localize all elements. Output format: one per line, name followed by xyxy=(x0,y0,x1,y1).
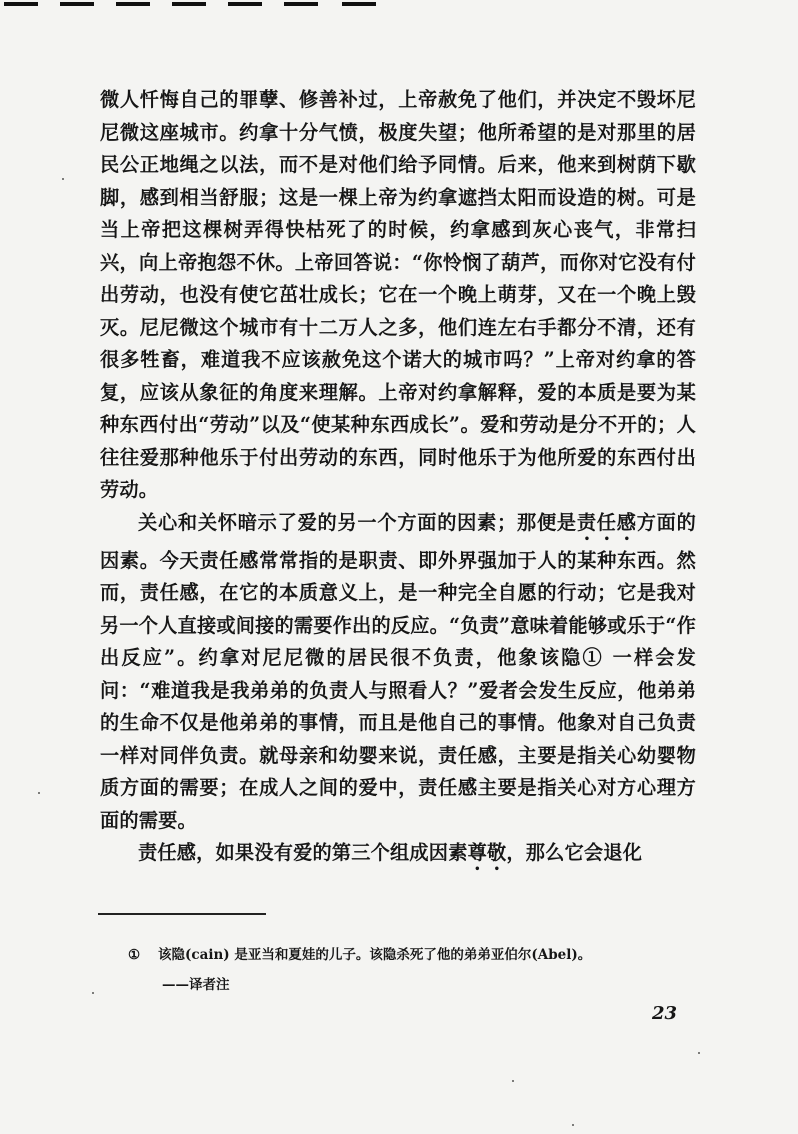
top-decorative-rule xyxy=(0,0,380,10)
page-body xyxy=(100,84,696,875)
paragraph-1 xyxy=(100,84,696,507)
scan-speck xyxy=(38,792,40,794)
footnote xyxy=(128,940,703,1000)
paragraph-2 xyxy=(100,507,696,838)
scan-speck xyxy=(572,1124,574,1126)
footnote-text: 该隐(cain) 是亚当和夏娃的儿子。该隐杀死了他的弟弟亚伯尔(Abel)。 xyxy=(158,947,592,963)
paragraph-3-text-a: 责任感，如果没有爱的第三个组成因素 xyxy=(138,841,468,864)
page-number: 23 xyxy=(652,1003,678,1024)
footnote-divider xyxy=(98,913,266,915)
paragraph-2-text-a: 关心和关怀暗示了爱的另一个方面的因素；那便是 xyxy=(138,510,577,534)
scan-speck xyxy=(62,178,64,180)
paragraph-2-text-b: 方面的因素。今天责任感常常指的是职责、即外界强加于人的某种东西。然而，责任感，在它的本质意义上，是一种完全自愿的行动；它是我对另一个人直接或间接的需要作出的反应。“负责”意味着能够或乐于“作出反应”。约拿对尼尼微的居民很不负责，他象该隐① 一样会发问：“难道我是我弟弟的负责人与照看人？”爱者会发生反应，他弟弟的生命不仅是他弟弟的事情，而且是他自己的事情。他象对自己负责一样对同伴负责。就母亲和幼婴来说，责任感，主要是指关心幼婴物质方面的需要；在成人之间的爱中，责任感主要是指关心对方心理方面的需要。 xyxy=(100,510,696,832)
scan-speck xyxy=(698,1052,700,1054)
scan-speck xyxy=(92,992,94,994)
paragraph-1-text: 微人忏悔自己的罪孽、修善补过，上帝赦免了他们，并决定不毁坏尼尼微这座城市。约拿十分气愤，极度失望；他所希望的是对那里的居民公正地绳之以法，而不是对他们给予同情。后来，他来到树荫下歇脚，感到相当舒服；这是一棵上帝为约拿遮挡太阳而设造的树。可是当上帝把这棵树弄得快枯死了的时候，约拿感到灰心丧气，非常扫兴，向上帝抱怨不休。上帝回答说：“你怜悯了葫芦，而你对它没有付出劳动，也没有使它茁壮成长；它在一个晚上萌芽，又在一个晚上毁灭。尼尼微这个城市有十二万人之多，他们连左右手都分不清，还有很多牲畜，难道我不应该赦免这个诺大的城市吗？”上帝对约拿的答复，应该从象征的角度来理解。上帝对约拿解释，爱的本质是要为某种东西付出“劳动”以及“使某种东西成长”。爱和劳动是分不开的；人往往爱那种他乐于付出劳动的东西，同时他乐于为他所爱的东西付出劳动。 xyxy=(100,88,696,501)
paragraph-3 xyxy=(100,837,696,875)
emphasized-term-responsibility: 责任感 xyxy=(576,510,637,534)
footnote-mark: ① xyxy=(128,947,141,963)
emphasized-term-respect: 尊敬 xyxy=(467,841,507,864)
scan-speck xyxy=(512,1080,514,1082)
paragraph-3-text-b: ，那么它会退化 xyxy=(506,841,643,864)
footnote-credit: ——译者注 xyxy=(162,977,230,993)
